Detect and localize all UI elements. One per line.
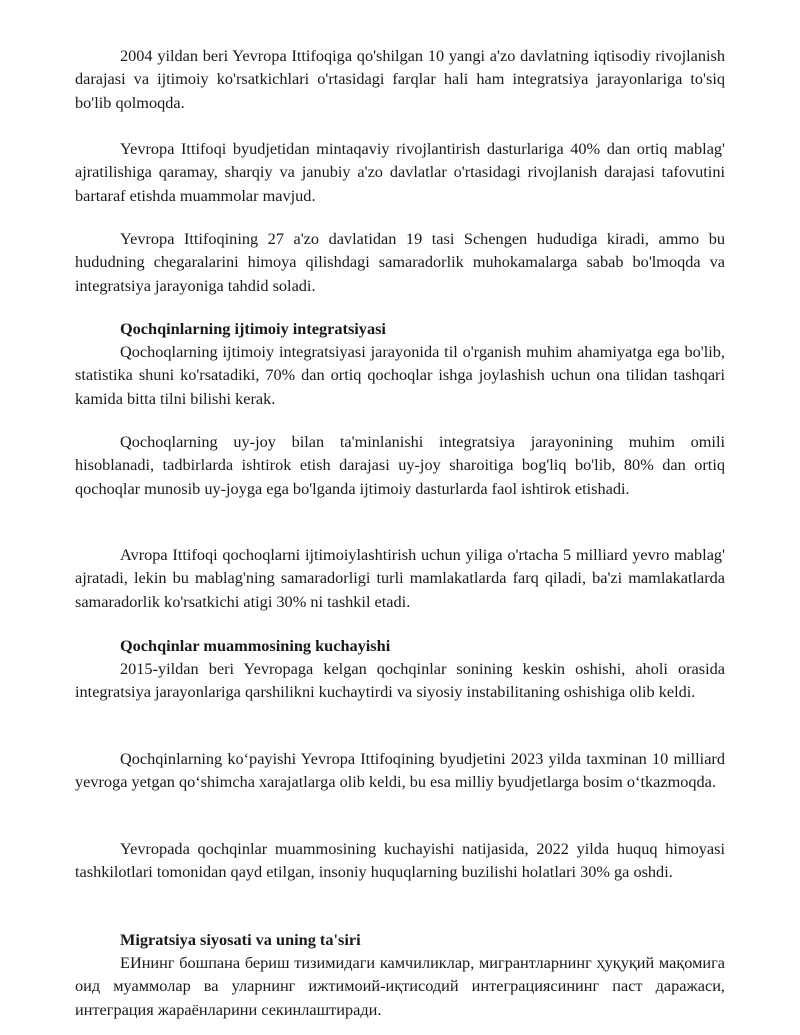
paragraph-housing: Qochoqlarning uy-joy bilan ta'minlanishi integratsiya jarayonining muhim omili hisoblanadi, tadbirlarda ishtirok etish darajasi uy-joy sharoitiga bog'liq bo'lib, 80% dan ortiq qochoqlar munosib uy-joyga ega bo'lganda ijtimoiy dasturlarda faol ishtirok etishadi. (75, 432, 725, 498)
paragraph-asylum-system: ЕИнинг бошпана бериш тизимидаги камчиликлар, мигрантларнинг ҳуқуқий мақомига оид муаммолар ва уларнинг ижтимоий-иқтисодий интеграциясининг паст даражаси, интеграция жараёнларини секинлаштиради. (75, 953, 725, 1019)
paragraph-schengen: Yevropa Ittifoqining 27 a'zo davlatidan 19 tasi Schengen hududiga kiradi, ammo bu hududning chegaralarini himoya qilishdagi samaradorlik muhokamalarga sabab bo'lmoqda va integratsiya jarayoniga tahdid soladi. (75, 229, 725, 295)
paragraph-language-learning: Qochoqlarning ijtimoiy integratsiyasi jarayonida til o'rganish muhim ahamiyatga ega bo'lib, statistika shuni ko'rsatadiki, 70% dan ortiq qochoqlar ishga joylashish uchun ona tilidan tashqari kamida bitta tilni bilishi kerak. (75, 342, 725, 408)
paragraph-regional-development: Yevropa Ittifoqi byudjetidan mintaqaviy rivojlantirish dasturlariga 40% dan ortiq mablag' ajratilishiga qaramay, sharqiy va janubiy a'zo davlatlar o'rtasidagi rivojlanish darajasi tafovutini bartaraf etishda muammolar mavjud. (75, 139, 725, 205)
paragraph-eu-new-members: 2004 yildan beri Yevropa Ittifoqiga qo'shilgan 10 yangi a'zo davlatning iqtisodiy rivojlanish darajasi va ijtimoiy ko'rsatkichlari o'rtasidagi farqlar hali ham integratsiya jarayonlariga to'siq bo'lib qolmoqda. (75, 46, 725, 112)
heading-refugee-problem-growth: Qochqinlar muammosining kuchayishi (120, 636, 391, 655)
paragraph-budget-costs: Qochqinlarning ko‘payishi Yevropa Ittifoqining byudjetini 2023 yilda taxminan 10 milliard yevroga yetgan qo‘shimcha xarajatlarga olib keldi, bu esa milliy byudjetlarga bosim o‘tkazmoqda. (75, 749, 725, 792)
heading-migration-policy: Migratsiya siyosati va uning ta'siri (120, 930, 361, 949)
heading-refugee-social-integration: Qochqinlarning ijtimoiy integratsiyasi (120, 319, 386, 338)
paragraph-socialization-funding: Avropa Ittifoqi qochoqlarni ijtimoiylashtirish uchun yiliga o'rtacha 5 milliard yevro mablag' ajratadi, lekin bu mablag'ning samaradorligi turli mamlakatlarda farq qiladi, ba'zi mamlakatlarda samaradorlik ko'rsatkichi atigi 30% ni tashkil etadi. (75, 545, 725, 611)
paragraph-refugee-increase-2015: 2015-yildan beri Yevropaga kelgan qochqinlar sonining keskin oshishi, aholi orasida integratsiya jarayonlariga qarshilikni kuchaytirdi va siyosiy instabilitaning oshishiga olib keldi. (75, 659, 725, 702)
paragraph-human-rights: Yevropada qochqinlar muammosining kuchayishi natijasida, 2022 yilda huquq himoyasi tashkilotlari tomonidan qayd etilgan, insoniy huquqlarning buzilishi holatlari 30% ga oshdi. (75, 839, 725, 882)
